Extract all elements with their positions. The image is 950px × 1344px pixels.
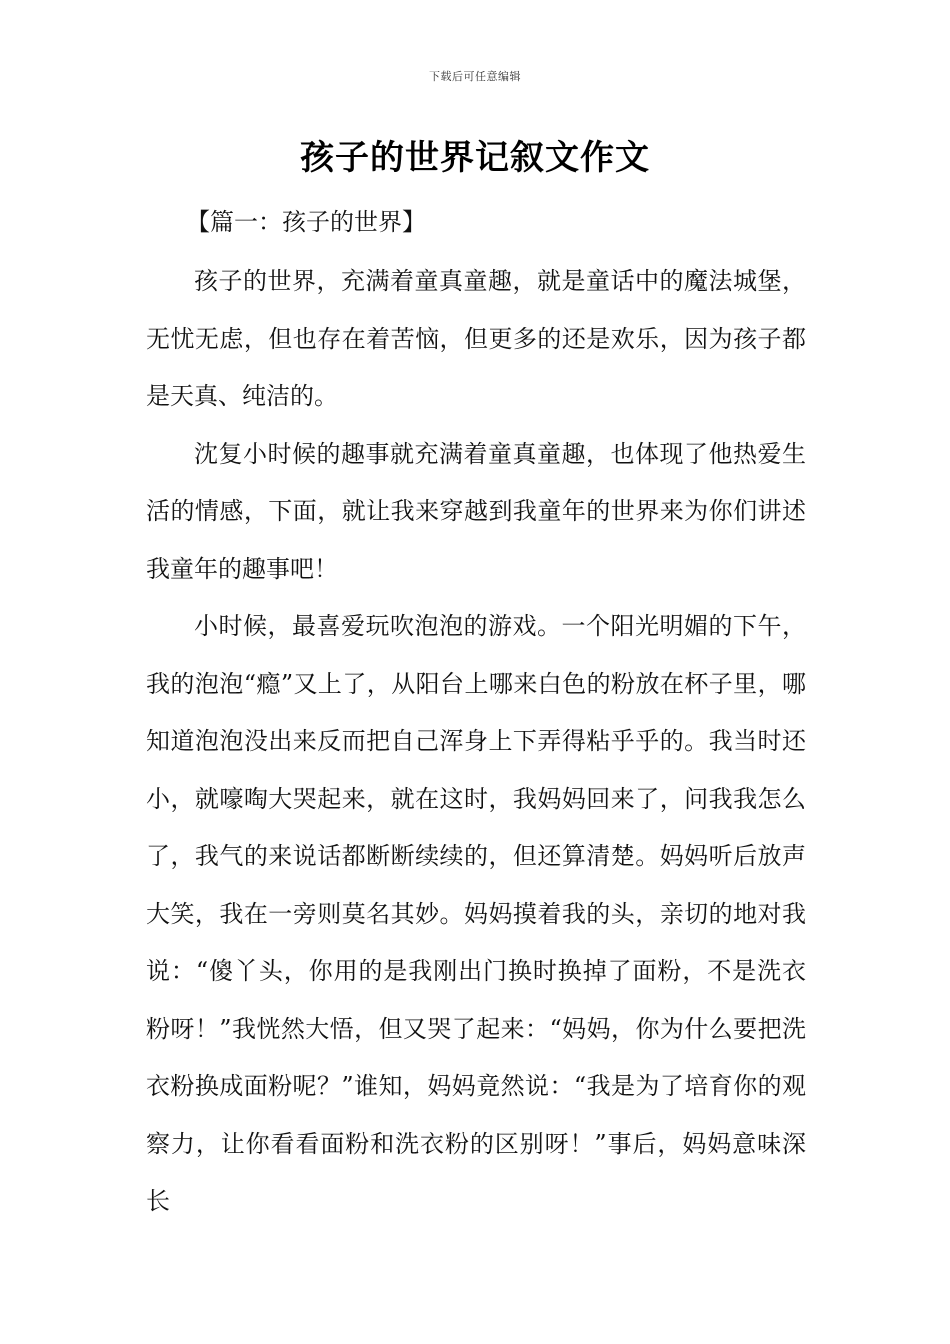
header-note: 下载后可任意编辑 <box>429 70 521 83</box>
paragraph-2: 沈复小时候的趣事就充满着童真童趣，也体现了他热爱生活的情感，下面，就让我来穿越到我童年的世界来为你们讲述我童年的趣事吧！ <box>146 439 806 583</box>
document-body <box>146 253 806 1231</box>
document-title: 孩子的世界记叙文作文 <box>300 138 650 178</box>
paragraph-1: 孩子的世界，充满着童真童趣，就是童话中的魔法城堡，无忧无虑，但也存在着苦恼，但更多的还是欢乐，因为孩子都是天真、纯洁的。 <box>146 267 806 410</box>
paragraph-3: 小时候，最喜爱玩吹泡泡的游戏。一个阳光明媚的下午，我的泡泡“瘾”又上了，从阳台上哪来白色的粉放在杯子里，哪知道泡泡没出来反而把自己浑身上下弄得粘乎乎的。我当时还小，就嚎啕大哭起来，就在这时，我妈妈回来了，问我我怎么了，我气的来说话都断断续续的，但还算清楚。妈妈听后放声大笑，我在一旁则莫名其妙。妈妈摸着我的头，亲切的地对我说：“傻丫头，你用的是我刚出门换时换掉了面粉，不是洗衣粉呀！”我恍然大悟，但又哭了起来：“妈妈，你为什么要把洗衣粉换成面粉呢？”谁知，妈妈竟然说：“我是为了培育你的观察力，让你看看面粉和洗衣粉的区别呀！”事后，妈妈意味深长 <box>146 612 806 1215</box>
section-heading: 【篇一：孩子的世界】 <box>186 208 426 236</box>
